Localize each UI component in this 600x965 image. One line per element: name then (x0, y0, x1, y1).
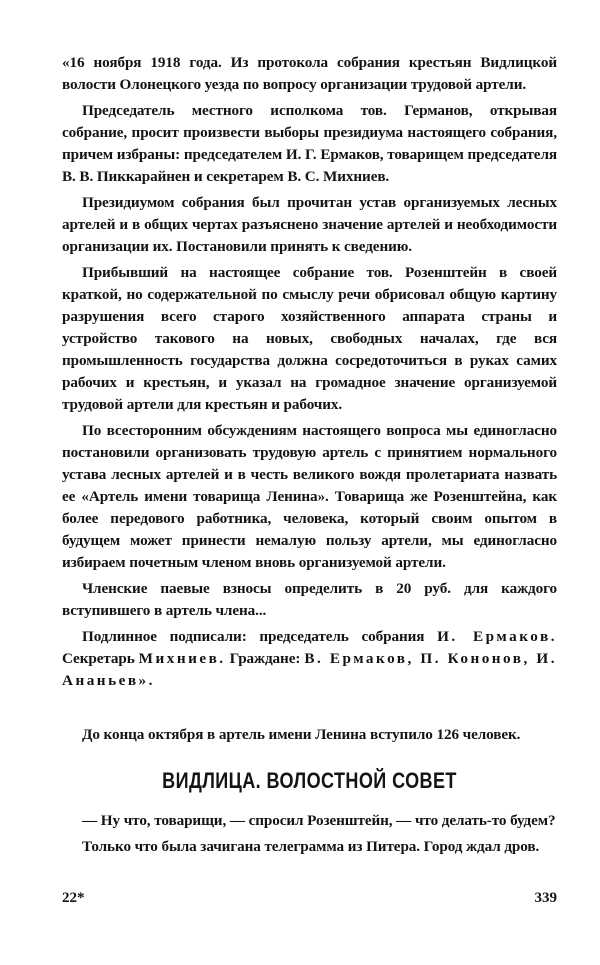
quote-paragraph-6: Членские паевые взносы определить в 20 руб. для каждого вступившего в артель члена... (62, 580, 557, 619)
page-text (62, 52, 557, 932)
quote-paragraph-1: «16 ноября 1918 года. Из протокола собрания крестьян Видлицкой волости Олонецкого уезда по вопросу организации трудовой артели. (62, 54, 557, 93)
signer-name-1: И. Ермаков. (437, 628, 558, 645)
secretary-label: Секретарь (62, 650, 135, 667)
signatures-paragraph (62, 626, 557, 692)
membership-paragraph: До конца октября в артель имени Ленина вступило 126 человек. (82, 726, 521, 743)
signatures-intro: Подлинное подписали: председатель собрания (82, 628, 425, 645)
spacer (62, 692, 557, 724)
quote-paragraph-4: Прибывший на настоящее собрание тов. Розенштейн в своей краткой, но содержательной по смыслу речи обрисовал общую картину разрушения всего старого хозяйственного аппарата страны и устройство такового на новых, свободных началах, где вся промышленность государства должна сосредоточиться в руках самих рабочих и крестьян, и указал на громадное значение организуемой трудовой артели для крестьян и рабочих. (62, 264, 557, 413)
page-number: 339 (534, 890, 557, 906)
signer-names-3: В. Ермаков, П. Кононов, И. Ананьев». (62, 650, 557, 689)
page-footer (62, 890, 557, 912)
citizens-label: Граждане: (229, 650, 301, 667)
signature-mark: 22* (62, 890, 85, 906)
signer-name-2: Михниев. (138, 650, 226, 667)
dialogue-paragraph: — Ну что, товарищи, — спросил Розенштейн, — что делать-то будем? (82, 812, 556, 829)
quote-paragraph-2: Председатель местного исполкома тов. Германов, открывая собрание, просит произвести выборы президиума настоящего собрания, причем избраны: председателем И. Г. Ермаков, товарищем председателя В. В. Пиккарайнен и секретарем В. С. Михниев. (62, 102, 557, 185)
quote-paragraph-3: Президиумом собрания был прочитан устав организуемых лесных артелей и в общих чертах разъяснено значение артелей и необходимости организации их. Постановили принять к сведению. (62, 194, 557, 255)
telegram-paragraph: Только что была зачигана телеграмма из Питера. Город ждал дров. (82, 838, 540, 855)
section-heading: ВИДЛИЦА. ВОЛОСТНОЙ СОВЕТ (162, 768, 457, 793)
quote-paragraph-5: По всесторонним обсуждениям настоящего вопроса мы единогласно постановили организовать трудовую артель с принятием нормального устава лесных артелей и в честь великого вождя пролетариата назвать ее «Артель имени товарища Ленина». Товарища же Розенштейна, как более передового работника, человека, который своим опытом в будущем может принести немалую пользу артели, мы единогласно избираем почетным членом вновь организуемой артели. (62, 422, 557, 571)
